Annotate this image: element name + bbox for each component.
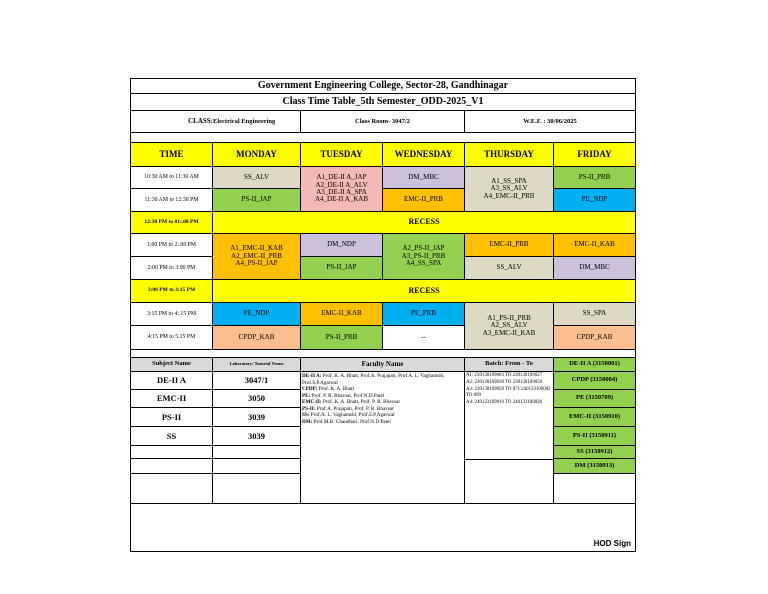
subject-code: DM (3150913) xyxy=(554,459,635,474)
header-friday: FRIDAY xyxy=(554,143,635,167)
recess-row: RECESS xyxy=(213,212,635,234)
class-cell: SS_ALV xyxy=(213,167,301,189)
subject-header: Subject Name xyxy=(131,358,213,372)
class-cell: EMC-II_PRB xyxy=(383,189,465,212)
slot-time: 3:15 PM to 4:.15 PM xyxy=(131,303,213,326)
class-cell: EMC-II_KAB xyxy=(554,234,635,257)
header-tuesday: TUESDAY xyxy=(301,143,383,167)
subject-code: DE-II A (3150001) xyxy=(554,358,635,372)
faculty-header: Faculty Name xyxy=(301,358,465,372)
slot-time: 12:30 PM to 01:.00 PM xyxy=(131,212,213,234)
subject-name: EMC-II xyxy=(131,390,213,408)
header-wednesday: WEDNESDAY xyxy=(383,143,465,167)
class-cell: DM_NDP xyxy=(301,234,383,257)
class-cell: DM_MBC xyxy=(383,167,465,189)
class-cell: CPDP_KAB xyxy=(213,326,301,350)
class-cell: SS_ALV xyxy=(465,257,554,280)
slot-time: 4:15 PM to 5.15 PM xyxy=(131,326,213,350)
class-cell: PE_NDP xyxy=(554,189,635,212)
class-room: Class Room- 3047/2 xyxy=(301,111,465,133)
empty-cell xyxy=(213,459,301,474)
class-cell: DM_MBC xyxy=(554,257,635,280)
class-cell-batches: A2_PS-II_JAP A3_PS-II_PRB A4_SS_SPA xyxy=(383,234,465,280)
class-cell: PE_NDP xyxy=(213,303,301,326)
empty-cell xyxy=(131,459,213,474)
class-cell: EMC-II_PRB xyxy=(465,234,554,257)
slot-time: 2:00 PM to 3:00 PM xyxy=(131,257,213,280)
slot-time: 3:00 PM to 3:15 PM xyxy=(131,280,213,303)
batch-list: A1: 230130109003 TO 230130109027 A2: 230130109030 TO 230130109056 A3: 230130109059 TO 071 240133109002 TO 009 A4: 240133109010 TO 240133109026 xyxy=(466,373,551,405)
class-cell: PE_PRB xyxy=(383,303,465,326)
divider xyxy=(465,459,555,460)
subject-venue: 3047/1 xyxy=(213,372,301,390)
header-thursday: THURSDAY xyxy=(465,143,554,167)
subject-code: SS (3150912) xyxy=(554,446,635,459)
subject-code: EMC-II (3150910) xyxy=(554,408,635,427)
spacer-row xyxy=(131,133,635,143)
timetable-title: Class Time Table_5th Semester_ODD-2025_V1 xyxy=(131,94,635,111)
faculty-list: DE-II A: Prof. K. A. Bhatt, Prof.A. Prajapati, Prof.A. L. Vaghamshi, Prof.S.P.Agarwal CPDP: Prof. K. A. Bhatt PE: Prof. P. R. Bhavsar, Prof.N.D.Patel EMC-II: Prof. K. A. Bhatt, Prof. P. R. Bhavsar PS-II: Prof.A. Prajapati, Prof. P. R. Bhavsar SS: Prof.A. L. Vaghamshi, Prof.S.P.Agarwal DM: Prof.M.B. Chaudhari, Prof.N.D.Patel xyxy=(302,373,445,425)
class-cell: PS-II_JAP xyxy=(301,257,383,280)
class-cell: PS-II_PRB xyxy=(554,167,635,189)
subject-name: PS-II xyxy=(131,408,213,427)
empty-cell xyxy=(554,474,635,504)
batch-header: Batch: From - To xyxy=(465,358,554,372)
subject-code: CPDP (3150004) xyxy=(554,372,635,390)
wef-date: W.E.F. : 30/06/2025 xyxy=(523,117,577,125)
hod-signature: HOD Sign xyxy=(593,538,631,548)
subject-venue: 3039 xyxy=(213,408,301,427)
subject-name: DE-II A xyxy=(131,372,213,390)
slot-time: 11:30 AM to 12:30 PM xyxy=(131,189,213,212)
empty-cell xyxy=(213,446,301,459)
lab-header: Laboratory/ Tutorial Venue xyxy=(213,358,301,372)
subject-name: SS xyxy=(131,427,213,446)
subject-code: PS-II (3150911) xyxy=(554,427,635,446)
class-cell: SS_SPA xyxy=(554,303,635,326)
class-cell: PS-II_JAP xyxy=(213,189,301,212)
class-label: CLASS: xyxy=(188,117,213,126)
class-cell: EMC-II_KAB xyxy=(301,303,383,326)
class-cell-batches: A1_EMC-II_KAB A2_EMC-II_PRB A4_PS-II_JAP xyxy=(213,234,301,280)
class-cell: PS-II_PRB xyxy=(301,326,383,350)
subject-code: PE (3150709) xyxy=(554,390,635,408)
class-cell-batches: A1_SS_SPA A3_SS_ALV A4_EMC-II_PRB xyxy=(465,167,554,212)
empty-cell xyxy=(131,474,213,504)
recess-row: RECESS xyxy=(213,280,635,303)
subject-venue: 3050 xyxy=(213,390,301,408)
empty-cell xyxy=(213,474,301,504)
timetable-sheet xyxy=(130,78,636,552)
class-cell-batches: A1_DE-II A_JAP A2_DE-II A_ALV A3_DE-II A_SPA A4_DE-II A_KAB xyxy=(301,167,383,212)
slot-time: 1:00 PM to 2:.00 PM xyxy=(131,234,213,257)
class-cell-batches: A1_PS-II_PRB A2_SS_ALV A3_EMC-II_KAB xyxy=(465,303,554,350)
header-monday: MONDAY xyxy=(213,143,301,167)
header-time: TIME xyxy=(131,143,213,167)
empty-cell xyxy=(131,446,213,459)
subject-venue: 3039 xyxy=(213,427,301,446)
spacer-row xyxy=(131,350,635,358)
class-value: Electrical Engineering xyxy=(213,111,301,133)
class-cell: -- xyxy=(383,326,465,350)
slot-time: 10:30 AM to 11:30 AM xyxy=(131,167,213,189)
class-cell: CPDP_KAB xyxy=(554,326,635,350)
college-title: Government Engineering College, Sector-28, Gandhinagar xyxy=(131,79,635,94)
